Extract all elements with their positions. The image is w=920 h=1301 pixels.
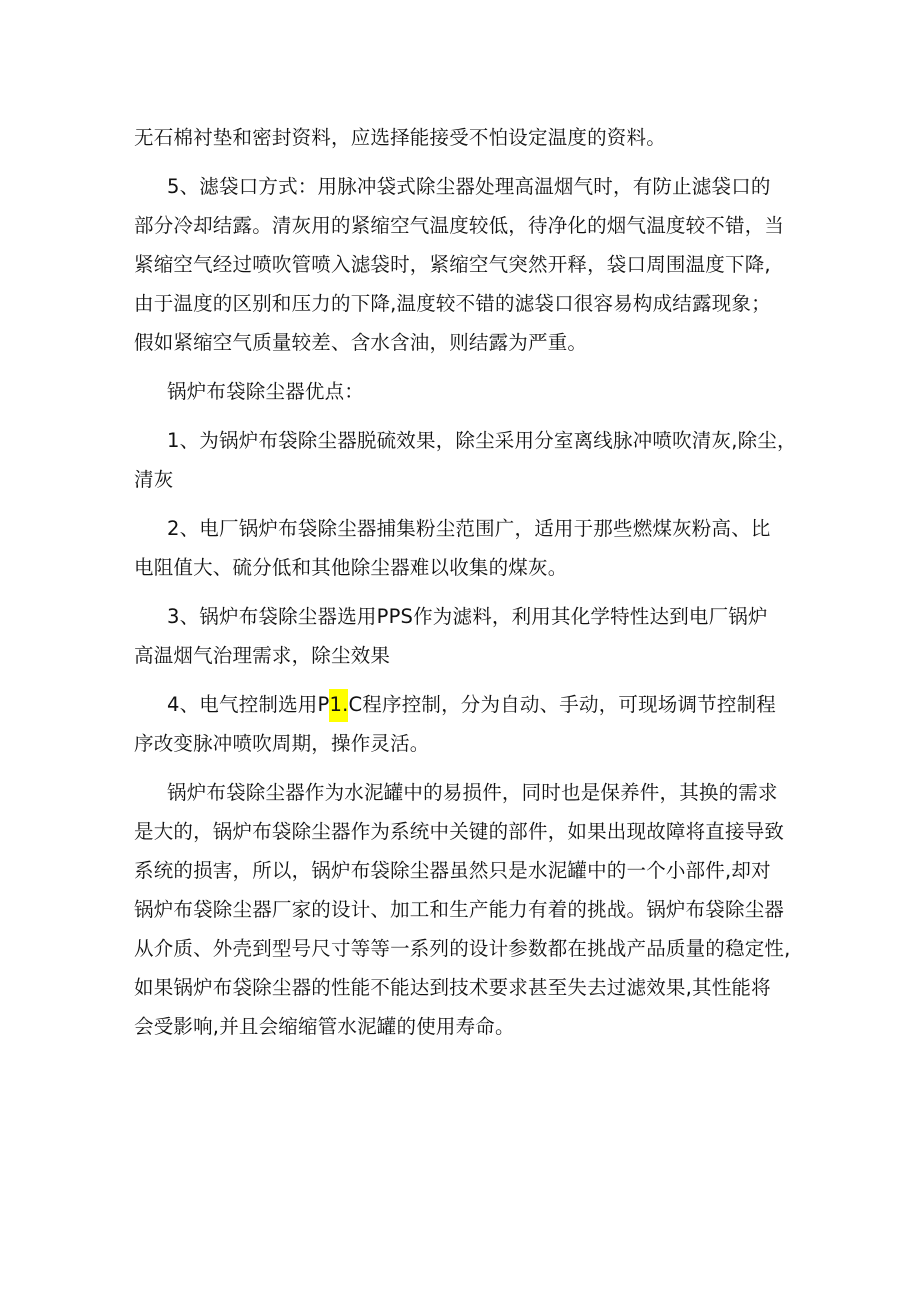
section-heading: 锅炉布袋除尘器优点： (167, 380, 365, 403)
text-line: 无石棉衬垫和密封资料，应选择能接受不怕设定温度的资料。 (134, 126, 666, 149)
list-item-3 (134, 597, 794, 675)
list-item-2 (134, 509, 794, 587)
text-segment: C程序控制，分为自动、手动，可现场调节控制程 (348, 693, 777, 716)
text-line: 锅炉布袋除尘器厂家的设计、加工和生产能力有着的挑战。锅炉布袋除尘器 (134, 898, 785, 921)
text-line: 1、为锅炉布袋除尘器脱硫效果，除尘采用分室离线脉冲喷吹清灰,除尘， (167, 429, 797, 452)
text-line: 如果锅炉布袋除尘器的性能不能达到技术要求甚至失去过滤效果,其性能将 (134, 976, 771, 999)
paragraph-filter-bag-mouth (134, 167, 794, 362)
text-line: 锅炉布袋除尘器作为水泥罐中的易损件，同时也是保养件，其换的需求 (167, 781, 778, 804)
text-line: 清灰 (134, 468, 174, 491)
text-line (134, 685, 794, 724)
text-line: 假如紧缩空气质量较差、含水含油，则结露为严重。 (134, 331, 588, 354)
text-line: 序改变脉冲喷吹周期，操作灵活。 (134, 732, 430, 755)
text-line: 3、锅炉布袋除尘器选用PPS作为滤料，利用其化学特性达到电厂锅炉 (167, 605, 768, 628)
text-line: 从介质、外壳到型号尺寸等等一系列的设计参数都在挑战产品质量的稳定性, (134, 937, 791, 960)
text-line: 部分冷却结露。清灰用的紧缩空气温度较低，待净化的烟气温度较不错，当 (134, 214, 785, 237)
paragraph-summary (134, 773, 794, 1046)
highlighted-text: 1. (329, 689, 348, 722)
text-line: 2、电厂锅炉布袋除尘器捕集粉尘范围广，适用于那些燃煤灰粉高、比 (167, 517, 771, 540)
text-line: 电阻值大、硫分低和其他除尘器难以收集的煤灰。 (134, 556, 568, 579)
text-line: 系统的损害，所以，锅炉布袋除尘器虽然只是水泥罐中的一个小部件,却对 (134, 859, 771, 882)
text-segment: 4、电气控制选用P (167, 693, 330, 716)
document-body (134, 118, 797, 1046)
list-item-4 (134, 685, 794, 763)
paragraph-continuation (134, 118, 794, 157)
text-line: 由于温度的区别和压力的下降,温度较不错的滤袋口很容易构成结露现象； (134, 292, 771, 315)
text-line: 紧缩空气经过喷吹管喷入滤袋时，紧缩空气突然开释，袋口周围温度下降, (134, 253, 771, 276)
text-line: 高温烟气治理需求，除尘效果 (134, 644, 391, 667)
text-line: 5、滤袋口方式：用脉冲袋式除尘器处理高温烟气时，有防止滤袋口的 (167, 175, 771, 198)
text-line: 会受影响,并且会缩缩管水泥罐的使用寿命。 (134, 1015, 515, 1038)
list-item-1 (134, 421, 797, 499)
text-line: 是大的，锅炉布袋除尘器作为系统中关键的部件，如果出现故障将直接导致 (134, 820, 785, 843)
